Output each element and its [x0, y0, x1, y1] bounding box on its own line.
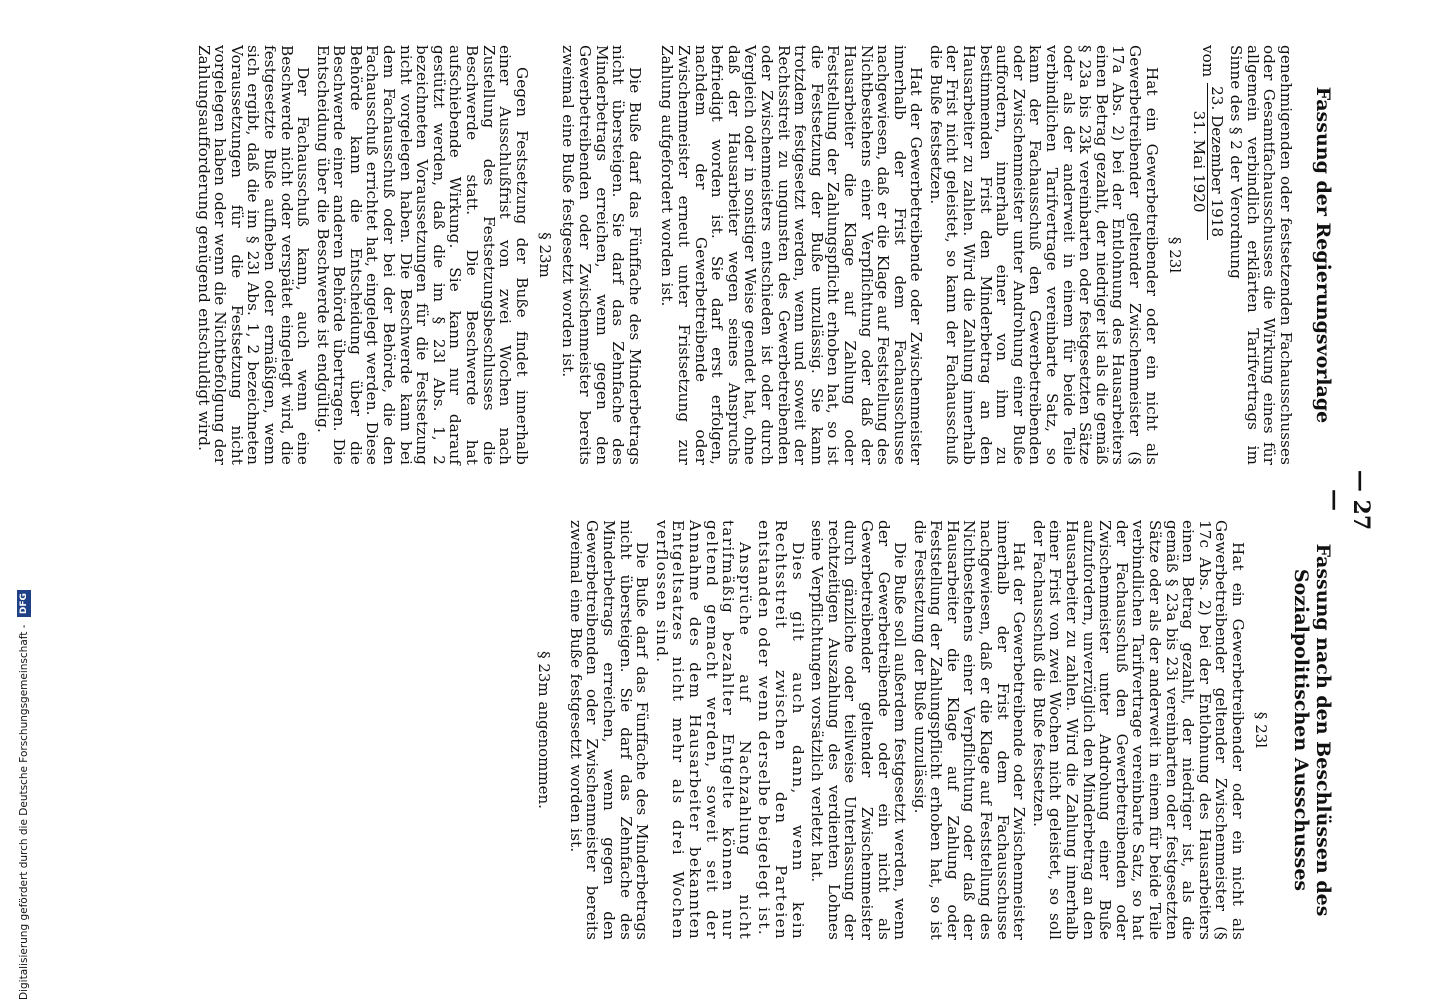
- dfg-logo: DFG: [17, 590, 31, 617]
- right-section-23m-statement: § 23m angenommen.: [535, 651, 554, 809]
- date-prefix: vom: [1198, 45, 1217, 78]
- right-paragraph-3: Die Buße soll außerdem festgesetzt werden, wenn der Gewerbetreibende oder ein nicht als Gewerbetreibender geltender Zwischenmeister durch gänzliche oder teilweise Unterlassung der rechtzeitigen Auszahlung des verdienten Lohnes seine Verpflichtungen vorsätzlich verletzt hat.: [808, 520, 910, 940]
- right-column-heading: Fassung nach den Beschlüssen des Sozialpolitischen Ausschusses: [1290, 543, 1334, 917]
- page-number: — 27 —: [1322, 469, 1374, 531]
- left-paragraph-5: Der Fachausschuß kann, auch wenn eine Beschwerde nicht oder verspätet eingelegt wird, die festgesetzte Buße aufheben oder ermäßigen, wenn sich ergibt, daß die im § 23l Abs. 1, 2 bezeichneten Voraussetzungen für die Festsetzung nicht vorgelegen haben oder wenn die Nichtbefolgung der Zahlungsaufforderung genügend entschuldigt wird.: [194, 45, 313, 465]
- right-paragraph-6: Die Buße darf das Fünffache des Minderbetrags nicht übersteigen. Sie darf das Zehnfache des Minderbetrags erreichen, wenn gegen den Gewerbetreibenden oder Zwischenmeister bereits zweimal eine Buße festgesetzt worden ist.: [566, 520, 652, 940]
- left-intro-paragraph: genehmigenden oder festsetzenden Fachausschusses oder Gesamtfachausschusses die Wirkung eines für allgemein verbindlich erklärten Tarifvertrags im Sinne des § 2 der Verordnung: [1227, 45, 1295, 465]
- left-paragraph-1: Hat ein Gewerbetreibender oder ein nicht als Gewerbetreibender geltender Zwischenmeister (§ 17a Abs. 2) bei der Entlohnung des Hausarbeiters einen Betrag gezahlt, der niedriger ist als die gemäß § 23a bis 23k vereinbarten oder festgesetzten Sätze oder als der anderweit in einem für beide Teile verbindlichen Tarifvertrage vereinbarte Satz, so kann der Fachausschuß den Gewerbetreibenden oder Zwischenmeister unter Androhung einer Buße auffordern, innerhalb einer von ihm zu bestimmenden Frist den Minderbetrag an den Hausarbeiter zu zahlen. Wird die Zahlung innerhalb der Frist nicht geleistet, so kann der Fachausschuß die Buße festsetzen.: [926, 45, 1161, 465]
- date-lower: 31. Mai 1920: [1189, 110, 1208, 213]
- left-paragraph-4: Gegen Festsetzung der Buße findet innerhalb einer Ausschlußfrist von zwei Wochen nach Zustellung des Festsetzungsbeschlusses die Beschwerde statt. Die Beschwerde hat aufschiebende Wirkung. Sie kann nur darauf gestützt werden, daß die im § 23l Abs. 1, 2 bezeichneten Voraussetzungen für die Festsetzung nicht vorgelegen haben. Die Beschwerde kann bei dem Fachausschuß oder bei der Behörde, die den Fachausschuß errichtet hat, eingelegt werden. Diese Behörde kann die Entscheidung über die Beschwerde einer anderen Behörde übertragen. Die Entscheidung über die Beschwerde ist endgültig.: [313, 45, 531, 465]
- digitization-footer: [14, 0, 34, 1000]
- right-paragraph-1: Hat ein Gewerbetreibender oder ein nicht als Gewerbetreibender geltender Zwischenmeister (§ 17c Abs. 2) bei der Entlohnung des Hausarbeiters einen Betrag gezahlt, der niedriger ist, als die gemäß § 23a bis 23i vereinbarten oder festgesetzten Sätze oder als der anderweit in einem für beide Teile verbindlichen Tarifvertrage vereinbarte Satz, so hat der Fachausschuß den Gewerbetreibenden oder Zwischenmeister unter Androhung einer Buße aufzufordern, unverzüglich den Minderbetrag an den Hausarbeiter zu zahlen. Wird die Zahlung innerhalb einer Frist von zwei Wochen nicht geleistet, so soll der Fachausschuß die Buße festsetzen.: [1029, 520, 1247, 940]
- right-section-23l: § 23l: [1252, 711, 1270, 749]
- footer-text: Digitalisierung gefördert durch die Deutsche Forschungsgemeinschaft -: [18, 624, 30, 1000]
- right-paragraph-4: Dies gilt auch dann, wenn kein Rechtsstreit zwischen den Parteien entstanden oder wenn derselbe beigelegt ist.: [755, 520, 807, 940]
- left-column: [192, 45, 1334, 465]
- left-section-23m: § 23m: [535, 232, 554, 278]
- right-column: [535, 520, 1334, 940]
- regulation-date: [1190, 45, 1225, 465]
- left-paragraph-2: Hat der Gewerbetreibende oder Zwischenmeister innerhalb der Frist dem Fachausschusse nachgewiesen, daß er die Klage auf Feststellung des Nichtbestehens einer Verpflichtung oder daß der Hausarbeiter die Klage auf Zahlung oder Feststellung der Zahlungspflicht erhoben hat, so ist die Festsetzung der Buße unzulässig. Sie kann trotzdem festgesetzt werden, wenn und soweit der Rechtsstreit zu ungunsten des Gewerbetreibenden oder Zwischenmeisters entschieden ist oder durch Vergleich oder in sonstiger Weise geendet hat, ohne daß der Hausarbeiter wegen seines Anspruchs befriedigt worden ist. Sie darf erst erfolgen, nachdem der Gewerbetreibende oder Zwischenmeister erneut unter Fristsetzung zur Zahlung aufgefordert worden ist.: [658, 45, 926, 465]
- left-column-heading: Fassung der Regierungsvorlage: [1312, 86, 1334, 424]
- left-paragraph-3: Die Buße darf das Fünffache des Minderbetrags nicht übersteigen. Sie darf das Zehnfache des Minderbetrags erreichen, wenn gegen den Gewerbetreibenden oder Zwischenmeister bereits zweimal eine Buße festgesetzt worden ist.: [559, 45, 644, 465]
- right-paragraph-2: Hat der Gewerbetreibende oder Zwischenmeister innerhalb der Frist dem Fachausschusse nachgewiesen, daß er die Klage auf Feststellung des Nichtbestehens einer Verpflichtung oder daß der Hausarbeiter die Klage auf Zahlung oder Feststellung der Zahlungspflicht erhoben hat, so ist die Festsetzung der Buße unzulässig.: [910, 520, 1029, 940]
- left-section-23l: § 23l: [1165, 236, 1184, 274]
- right-paragraph-5: Ansprüche auf Nachzahlung nicht tarifmäßig bezahlter Entgelte können nur geltend gemacht werden, soweit seit der Annahme des dem Hausarbeiter bekannten Entgeltsatzes nicht mehr als drei Wochen verflossen sind.: [652, 520, 754, 940]
- date-upper: 23. Dezember 1918: [1207, 83, 1225, 240]
- date-fraction: [1190, 83, 1225, 240]
